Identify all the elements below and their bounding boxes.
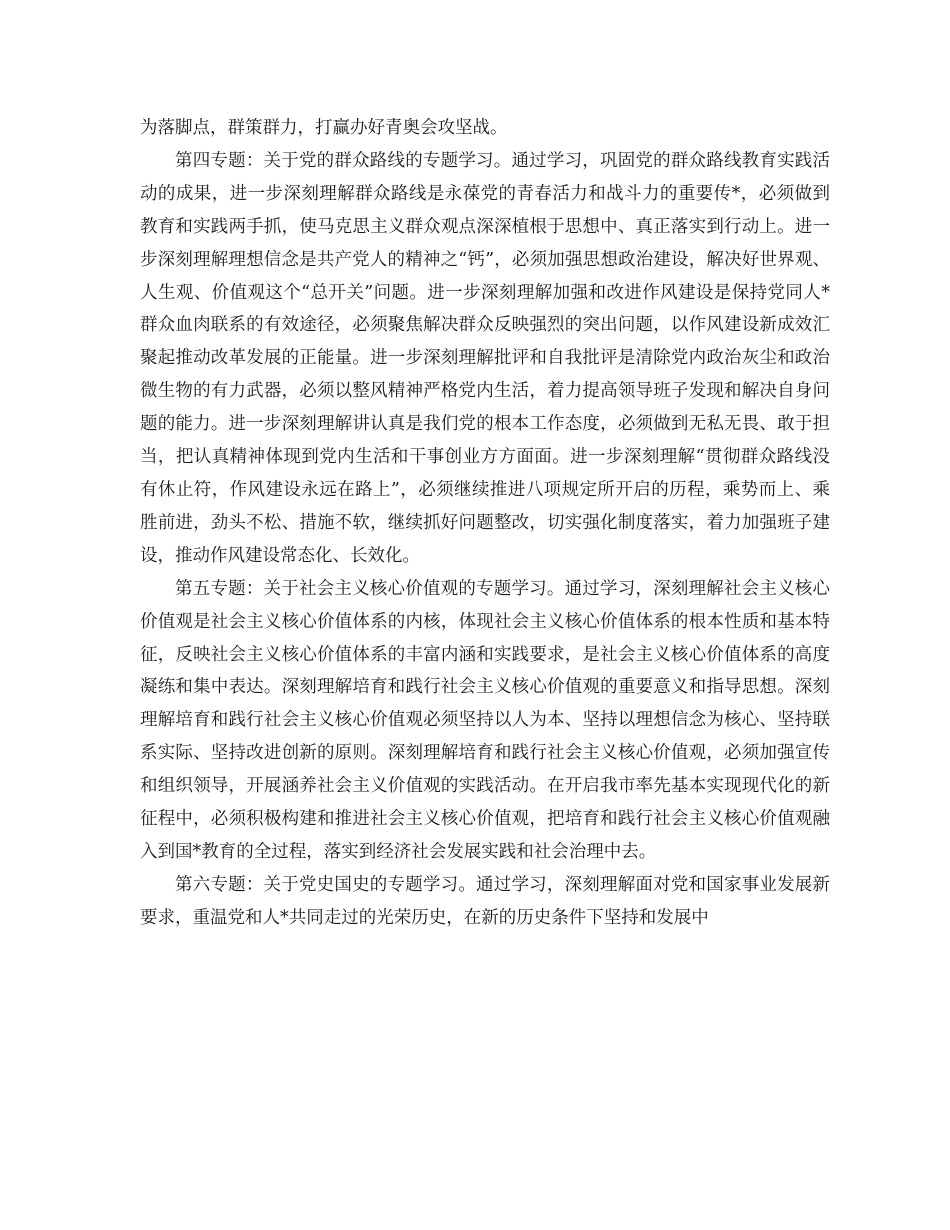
paragraph-topic-6: 第六专题：关于党史国史的专题学习。通过学习，深刻理解面对党和国家事业发展新要求，重温党和人*共同走过的光荣历史，在新的历史条件下坚持和发展中 <box>140 874 830 928</box>
paragraph-continuation: 为落脚点，群策群力，打赢办好青奥会攻坚战。 <box>140 118 508 138</box>
paragraph-topic-5: 第五专题：关于社会主义核心价值观的专题学习。通过学习，深刻理解社会主义核心价值观是社会主义核心价值体系的内核，体现社会主义核心价值体系的根本性质和基本特征，反映社会主义核心价值体系的丰富内涵和实践要求，是社会主义核心价值体系的高度凝练和集中表达。深刻理解培育和践行社会主义核心价值观的重要意义和指导思想。深刻理解培育和践行社会主义核心价值观必须坚持以人为本、坚持以理想信念为核心、坚持联系实际、坚持改进创新的原则。深刻理解培育和践行社会主义核心价值观，必须加强宣传和组织领导，开展涵养社会主义价值观的实践活动。在开启我市率先基本实现现代化的新征程中，必须积极构建和推进社会主义核心价值观，把培育和践行社会主义核心价值观融入到国*教育的全过程，落实到经济社会发展实践和社会治理中去。 <box>140 578 830 862</box>
document-body <box>140 112 830 935</box>
paragraph-topic-4: 第四专题：关于党的群众路线的专题学习。通过学习，巩固党的群众路线教育实践活动的成果，进一步深刻理解群众路线是永葆党的青春活力和战斗力的重要传*，必须做到教育和实践两手抓，使马克思主义群众观点深深植根于思想中、真正落实到行动上。进一步深刻理解理想信念是共产党人的精神之“钙”，必须加强思想政治建设，解决好世界观、人生观、价值观这个“总开关”问题。进一步深刻理解加强和改进作风建设是保持党同人*群众血肉联系的有效途径，必须聚焦解决群众反映强烈的突出问题，以作风建设新成效汇聚起推动改革发展的正能量。进一步深刻理解批评和自我批评是清除党内政治灰尘和政治微生物的有力武器，必须以整风精神严格党内生活，着力提高领导班子发现和解决自身问题的能力。进一步深刻理解讲认真是我们党的根本工作态度，必须做到无私无畏、敢于担当，把认真精神体现到党内生活和干事创业方方面面。进一步深刻理解“贯彻群众路线没有休止符，作风建设永远在路上”，必须继续推进八项规定所开启的历程，乘势而上、乘胜前进，劲头不松、措施不软，继续抓好问题整改，切实强化制度落实，着力加强班子建设，推动作风建设常态化、长效化。 <box>140 150 830 566</box>
